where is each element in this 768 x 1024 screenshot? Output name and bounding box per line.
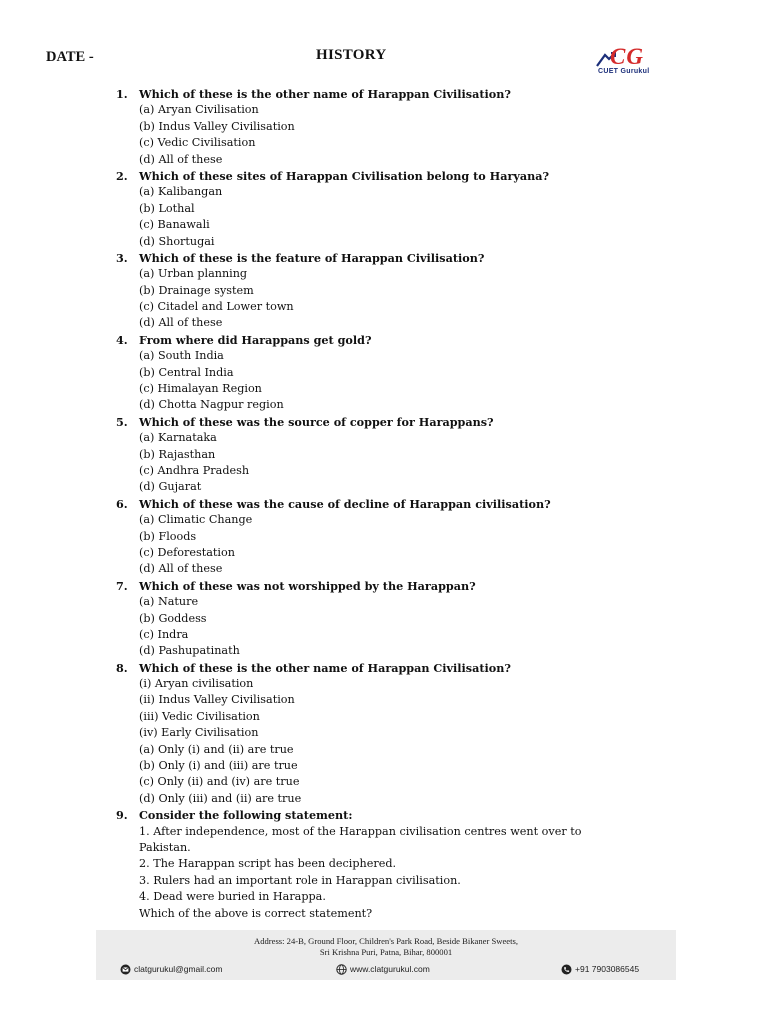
option-item: (b) Lothal — [139, 201, 195, 215]
option-item: (a) Kalibangan — [139, 185, 223, 199]
option-item: (d) Shortugai — [139, 234, 215, 248]
question-list — [0, 86, 768, 922]
question-3 — [0, 250, 768, 266]
address-line-1: Address: 24-B, Ground Floor, Children's Park Road, Beside Bikaner Sweets, — [253, 936, 518, 946]
phone-text: +91 7903086545 — [575, 964, 640, 974]
question-text: Which of these was the cause of decline of Harappan civilisation? — [139, 496, 551, 511]
question-text: Which of these is the feature of Harappan Civilisation? — [139, 250, 485, 265]
question-7 — [0, 578, 768, 594]
question-text: Consider the following statement: — [139, 808, 353, 823]
question-number: 6. — [116, 496, 128, 511]
option-item: (d) All of these — [139, 152, 223, 166]
question-number: 5. — [116, 414, 128, 429]
option-item: (iv) Early Civilisation — [139, 726, 259, 740]
option-item: (d) All of these — [139, 562, 223, 576]
option-item: (a) Only (i) and (ii) are true — [139, 742, 294, 756]
question-number: 8. — [116, 660, 128, 675]
option-item: (c) Himalayan Region — [139, 382, 262, 396]
option-item: (b) Central India — [139, 365, 234, 379]
question-text: Which of these was the source of copper for Harappans? — [139, 414, 494, 429]
option-item: (ii) Indus Valley Civilisation — [139, 693, 295, 707]
email-text: clatgurukul@gmail.com — [134, 964, 223, 974]
question-number: 4. — [116, 332, 128, 347]
question-1 — [0, 86, 768, 102]
option-item: (b) Indus Valley Civilisation — [139, 119, 295, 133]
website-text: www.clatgurukul.com — [350, 964, 430, 974]
option-item: (c) Indra — [139, 627, 189, 641]
option-item: Pakistan. — [139, 840, 191, 854]
cuet-gurukul-logo — [596, 46, 678, 80]
question-number: 1. — [116, 87, 128, 101]
option-item: (a) Nature — [139, 595, 199, 609]
option-item: (c) Banawali — [139, 218, 210, 232]
option-item: (b) Drainage system — [139, 283, 254, 297]
option-item: Which of the above is correct statement? — [139, 906, 373, 920]
email-contact — [120, 964, 222, 975]
question-number: 7. — [116, 578, 128, 593]
question-number: 9. — [116, 808, 128, 823]
email-icon — [120, 964, 131, 975]
option-item: (a) South India — [139, 349, 224, 363]
option-item: (c) Deforestation — [139, 545, 235, 559]
question-text: From where did Harappans get gold? — [139, 332, 372, 347]
option-item: (c) Andhra Pradesh — [139, 463, 250, 477]
option-item: (b) Only (i) and (iii) are true — [139, 759, 298, 773]
option-item: (d) Pashupatinath — [139, 644, 240, 658]
globe-icon — [336, 964, 347, 975]
question-number: 3. — [116, 250, 128, 265]
option-item: (a) Karnataka — [139, 431, 217, 445]
option-item: (c) Citadel and Lower town — [139, 300, 294, 314]
logo-mark: CG — [610, 44, 644, 69]
option-item: (d) Gujarat — [139, 480, 202, 494]
option-item: (d) Only (iii) and (ii) are true — [139, 791, 302, 805]
question-number: 2. — [116, 168, 128, 183]
date-label: DATE - — [46, 49, 94, 65]
option-item: (a) Urban planning — [139, 267, 248, 281]
question-4 — [0, 332, 768, 348]
option-item: (b) Goddess — [139, 611, 207, 625]
option-item: (c) Vedic Civilisation — [139, 136, 256, 150]
question-9 — [0, 807, 768, 823]
question-text: Which of these was not worshipped by the Harappan? — [139, 578, 476, 593]
question-2 — [0, 168, 768, 184]
question-text: Which of these is the other name of Harappan Civilisation? — [139, 87, 511, 101]
option-item: (b) Rajasthan — [139, 447, 216, 461]
question-text: Which of these sites of Harappan Civilisation belong to Haryana? — [139, 168, 550, 183]
option-item: (d) All of these — [139, 316, 223, 330]
option-item: 1. After independence, most of the Harappan civilisation centres went over to — [139, 824, 582, 838]
option-item: (d) Chotta Nagpur region — [139, 398, 284, 412]
option-item: (iii) Vedic Civilisation — [139, 709, 260, 723]
option-item: 2. The Harappan script has been deciphered. — [139, 857, 397, 871]
question-5 — [0, 414, 768, 430]
question-text: Which of these is the other name of Harappan Civilisation? — [139, 660, 511, 675]
option-item: (b) Floods — [139, 529, 197, 543]
question-6 — [0, 496, 768, 512]
option-item: (i) Aryan civilisation — [139, 677, 254, 691]
address — [96, 936, 676, 958]
page-footer — [96, 930, 676, 980]
subject-title: HISTORY — [316, 47, 387, 63]
option-item: 4. Dead were buried in Harappa. — [139, 890, 326, 904]
address-line-2: Sri Krishna Puri, Patna, Bihar, 800001 — [319, 947, 453, 957]
logo-subtitle: CUET Gurukul — [598, 68, 650, 75]
phone-icon — [561, 964, 572, 975]
question-8 — [0, 660, 768, 676]
page-header — [0, 40, 768, 80]
option-item: (a) Climatic Change — [139, 513, 253, 527]
phone-contact — [561, 964, 639, 975]
option-item: 3. Rulers had an important role in Harappan civilisation. — [139, 873, 461, 887]
website-contact — [336, 964, 430, 975]
option-item: (a) Aryan Civilisation — [139, 103, 259, 117]
option-item: (c) Only (ii) and (iv) are true — [139, 775, 300, 789]
